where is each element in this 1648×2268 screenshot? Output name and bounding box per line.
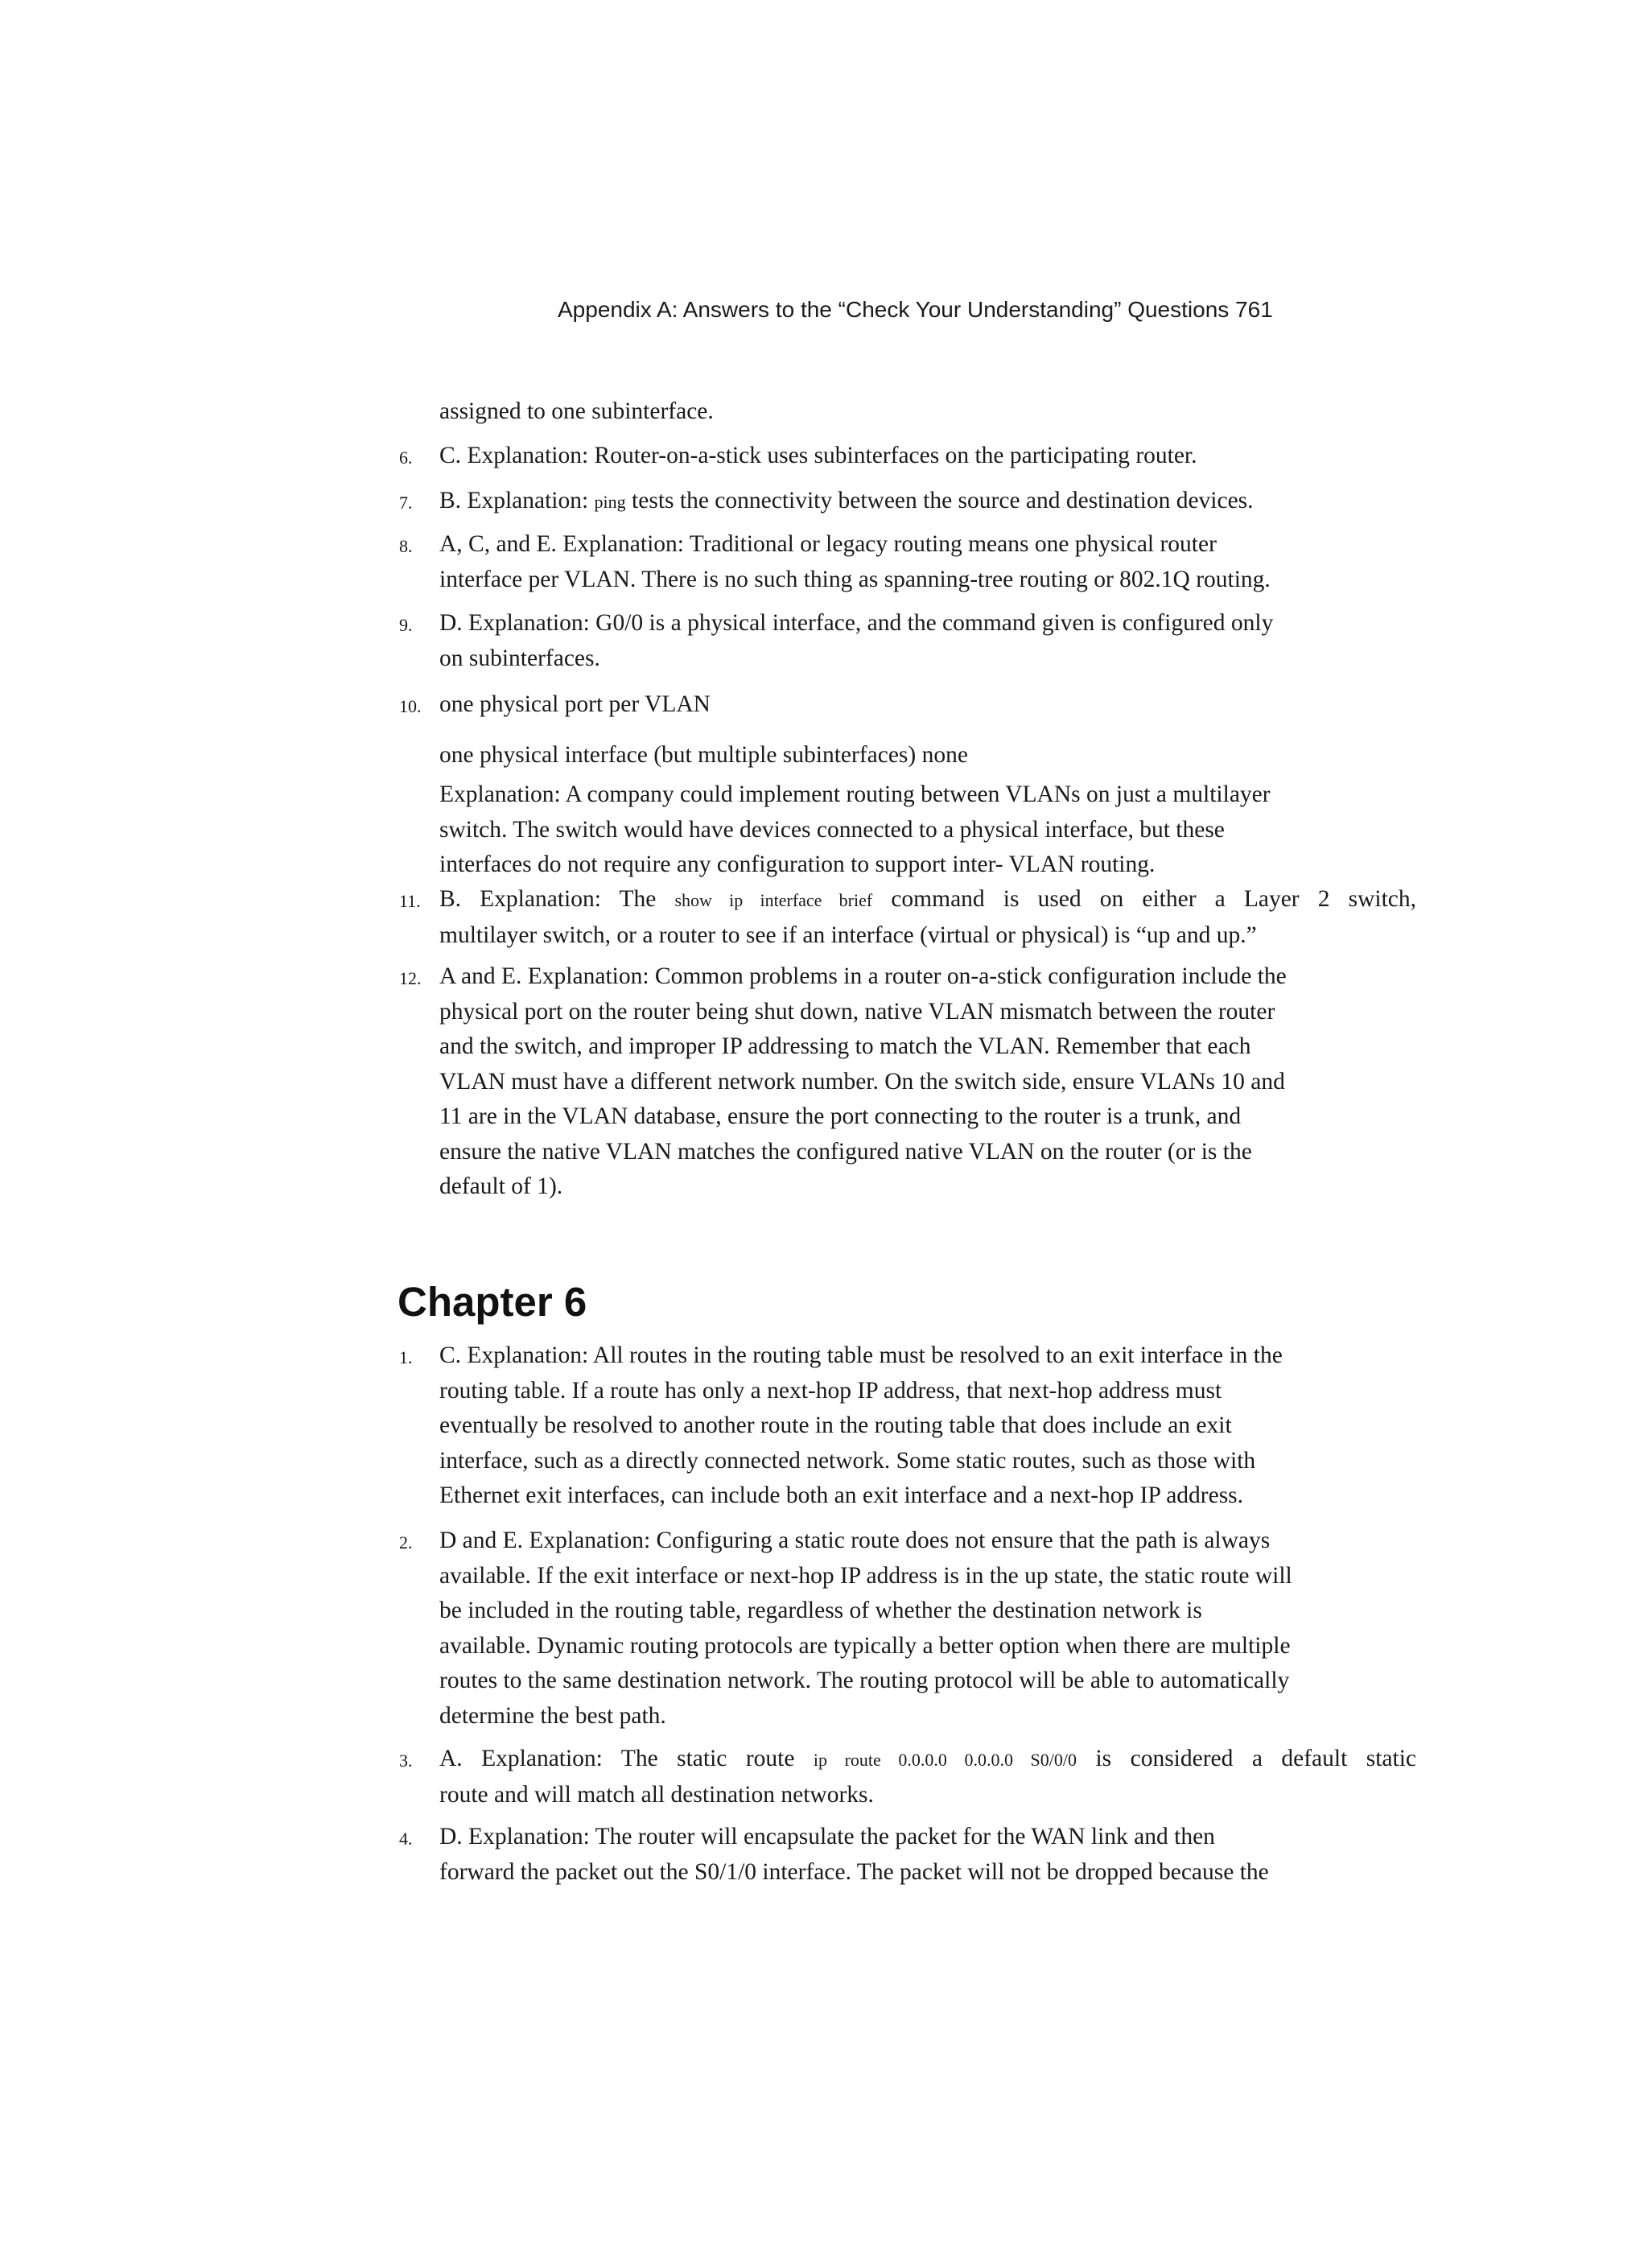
item-line: A, C, and E. Explanation: Traditional or legacy routing means one physical router <box>439 531 1217 557</box>
item-text-pre: B. Explanation: The <box>439 886 675 912</box>
item-line: 11 are in the VLAN database, ensure the port connecting to the router is a trunk, and <box>439 1103 1242 1129</box>
item-line: D and E. Explanation: Configuring a static route does not ensure that the path is always <box>439 1528 1271 1553</box>
inline-code: ip route 0.0.0.0 0.0.0.0 S0/0/0 <box>813 1750 1077 1770</box>
inline-code: ping <box>594 492 626 512</box>
list-item-ch6-q3 <box>394 1742 1416 1812</box>
item-line: one physical port per VLAN <box>439 691 711 717</box>
list-item-ch6-q4 <box>394 1820 1416 1890</box>
item-number: 4. <box>399 1829 413 1849</box>
item-line: on subinterfaces. <box>439 645 600 671</box>
item-line: multilayer switch, or a router to see if an interface (virtual or physical) is “up and up.” <box>439 922 1257 948</box>
item-line: C. Explanation: All routes in the routing table must be resolved to an exit interface in the <box>439 1342 1283 1368</box>
item-line: route and will match all destination networks. <box>439 1781 874 1808</box>
item-text-post: is considered a default static <box>1077 1746 1417 1771</box>
item-text-pre: B. Explanation: <box>439 488 595 513</box>
item-line: routing table. If a route has only a next-hop IP address, that next-hop address must <box>439 1377 1222 1404</box>
item-line: D. Explanation: The router will encapsulate the packet for the WAN link and then <box>439 1824 1215 1849</box>
item-number: 1. <box>399 1347 413 1367</box>
item-number: 12. <box>399 968 422 988</box>
item-number: 9. <box>399 615 413 635</box>
item-number: 10. <box>399 696 422 716</box>
inline-code: show ip interface brief <box>674 890 873 910</box>
list-item-q10-explanation <box>394 777 1416 883</box>
item-line: Explanation: A company could implement routing between VLANs on just a multilayer <box>439 781 1271 807</box>
item-number: 6. <box>399 447 413 468</box>
list-item-q6 <box>394 439 1416 474</box>
item-line: VLAN must have a different network number. On the switch side, ensure VLANs 10 and <box>439 1068 1285 1095</box>
item-line: interfaces do not require any configuration to support inter- VLAN routing. <box>439 852 1156 877</box>
item-line: physical port on the router being shut down, native VLAN mismatch between the router <box>439 998 1275 1025</box>
item-line: interface, such as a directly connected network. Some static routes, such as those with <box>439 1447 1256 1474</box>
list-item-q10 <box>394 687 1416 723</box>
list-item-ch6-q2 <box>394 1524 1416 1734</box>
item-line: determine the best path. <box>439 1702 666 1729</box>
item-line: and the switch, and improper IP addressing to match the VLAN. Remember that each <box>439 1033 1251 1059</box>
item-number: 3. <box>399 1750 413 1771</box>
item-line: D. Explanation: G0/0 is a physical interface, and the command given is configured only <box>439 610 1274 636</box>
item-text-pre: A. Explanation: The static route <box>439 1746 814 1771</box>
item-text-post: tests the connectivity between the source and destination devices. <box>625 488 1254 513</box>
item-text-post: command is used on either a Layer 2 switch, <box>872 886 1416 912</box>
item-line: eventually be resolved to another route in the routing table that does include an exit <box>439 1412 1232 1438</box>
continuation-text: assigned to one subinterface. <box>439 398 714 424</box>
item-text: C. Explanation: Router-on-a-stick uses subinterfaces on the participating router. <box>439 443 1197 468</box>
list-item-q7 <box>394 484 1416 520</box>
item-line: one physical interface (but multiple subinterfaces) none <box>439 742 968 768</box>
item-line: Ethernet exit interfaces, can include both an exit interface and a next-hop IP address. <box>439 1482 1244 1508</box>
item-number: 2. <box>399 1532 413 1553</box>
list-item-ch6-q1 <box>394 1338 1416 1514</box>
item-number: 8. <box>399 536 413 556</box>
item-line: forward the packet out the S0/1/0 interface. The packet will not be dropped because the <box>439 1858 1269 1885</box>
item-line: routes to the same destination network. The routing protocol will be able to automatically <box>439 1668 1290 1693</box>
item-line: ensure the native VLAN matches the configured native VLAN on the router (or is the <box>439 1138 1252 1165</box>
item-number: 7. <box>399 493 413 513</box>
list-item-q12 <box>394 959 1416 1205</box>
list-item-q10-answer <box>394 738 1416 773</box>
item-line: available. Dynamic routing protocols are typically a better option when there are multiple <box>439 1632 1291 1659</box>
item-number: 11. <box>399 891 421 911</box>
list-item-q11 <box>394 882 1416 953</box>
item-line: interface per VLAN. There is no such thing as spanning-tree routing or 802.1Q routing. <box>439 566 1271 592</box>
item-line: available. If the exit interface or next-hop IP address is in the up state, the static route will <box>439 1562 1292 1589</box>
item-line: A and E. Explanation: Common problems in a router on-a-stick configuration include the <box>439 963 1287 989</box>
item-line: be included in the routing table, regardless of whether the destination network is <box>439 1598 1202 1623</box>
chapter-heading: Chapter 6 <box>398 1279 587 1325</box>
list-item-q9 <box>394 606 1416 676</box>
running-head: Appendix A: Answers to the “Check Your Understanding” Questions 761 <box>558 297 1273 322</box>
item-line: switch. The switch would have devices connected to a physical interface, but these <box>439 816 1225 843</box>
list-item-q8 <box>394 527 1416 597</box>
item-line: default of 1). <box>439 1173 563 1199</box>
